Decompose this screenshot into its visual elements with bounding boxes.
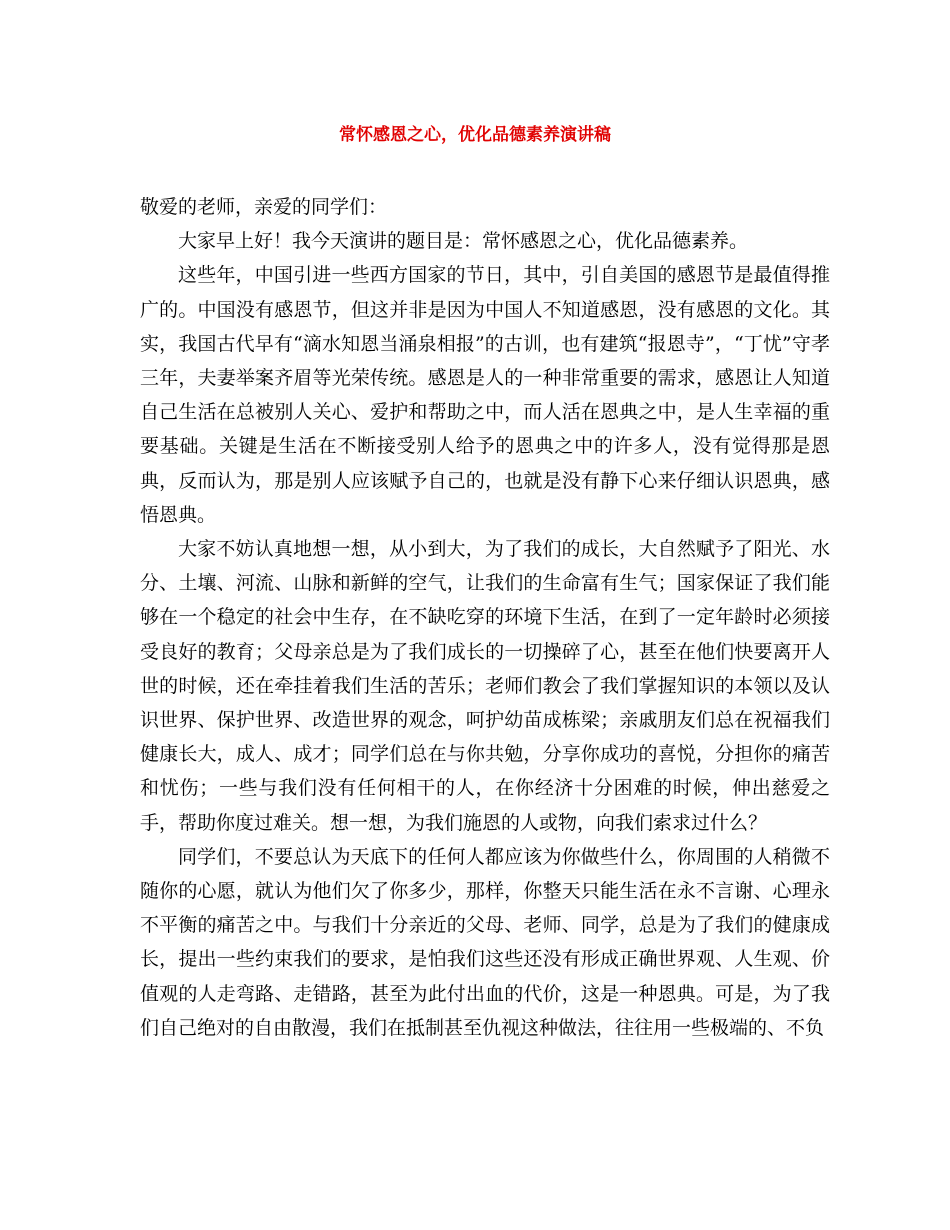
paragraph: 大家早上好！我今天演讲的题目是：常怀感恩之心，优化品德素养。 [178, 230, 749, 253]
salutation: 敬爱的老师，亲爱的同学们： [140, 196, 388, 218]
paragraph: 大家不妨认真地想一想，从小到大，为了我们的成长，大自然赋予了阳光、水分、土壤、河流、山脉和新鲜的空气，让我们的生命富有生气；国家保证了我们能够在一个稳定的社会中生存，在不缺吃穿的环境下生活，在到了一定年龄时必须接受良好的教育；父母亲总是为了我们成长的一切操碎了心，甚至在他们快要离开人世的时候，还在牵挂着我们生活的苦乐；老师们教会了我们掌握知识的本领以及认识世界、保护世界、改造世界的观念，呵护幼苗成栋梁；亲戚朋友们总在祝福我们健康长大，成人、成才；同学们总在与你共勉，分享你成功的喜悦，分担你的痛苦和忧伤；一些与我们没有任何相干的人，在你经济十分困难的时候，伸出慈爱之手，帮助你度过难关。想一想，为我们施恩的人或物，向我们索求过什么？ [140, 538, 830, 834]
document-title: 常怀感恩之心，优化品德素养演讲稿 [339, 125, 611, 145]
paragraph: 这些年，中国引进一些西方国家的节日，其中，引自美国的感恩节是最值得推广的。中国没有感恩节，但这并非是因为中国人不知道感恩，没有感恩的文化。其实，我国古代早有“滴水知恩当涌泉相报”的古训，也有建筑“报恩寺”，“丁忧”守孝三年，夫妻举案齐眉等光荣传统。感恩是人的一种非常重要的需求，感恩让人知道自己生活在总被别人关心、爱护和帮助之中，而人活在恩典之中，是人生幸福的重要基础。关键是生活在不断接受别人给予的恩典之中的许多人，没有觉得那是恩典，反而认为，那是别人应该赋予自己的，也就是没有静下心来仔细认识恩典，感悟恩典。 [140, 264, 830, 526]
document-body [140, 190, 830, 1045]
paragraph: 同学们，不要总认为天底下的任何人都应该为你做些什么，你周围的人稍微不随你的心愿，就认为他们欠了你多少，那样，你整天只能生活在永不言谢、心理永不平衡的痛苦之中。与我们十分亲近的父母、老师、同学，总是为了我们的健康成长，提出一些约束我们的要求，是怕我们这些还没有形成正确世界观、人生观、价值观的人走弯路、走错路，甚至为此付出血的代价，这是一种恩典。可是，为了我们自己绝对的自由散漫，我们在抵制甚至仇视这种做法，往往用一些极端的、不负 [140, 845, 830, 1039]
